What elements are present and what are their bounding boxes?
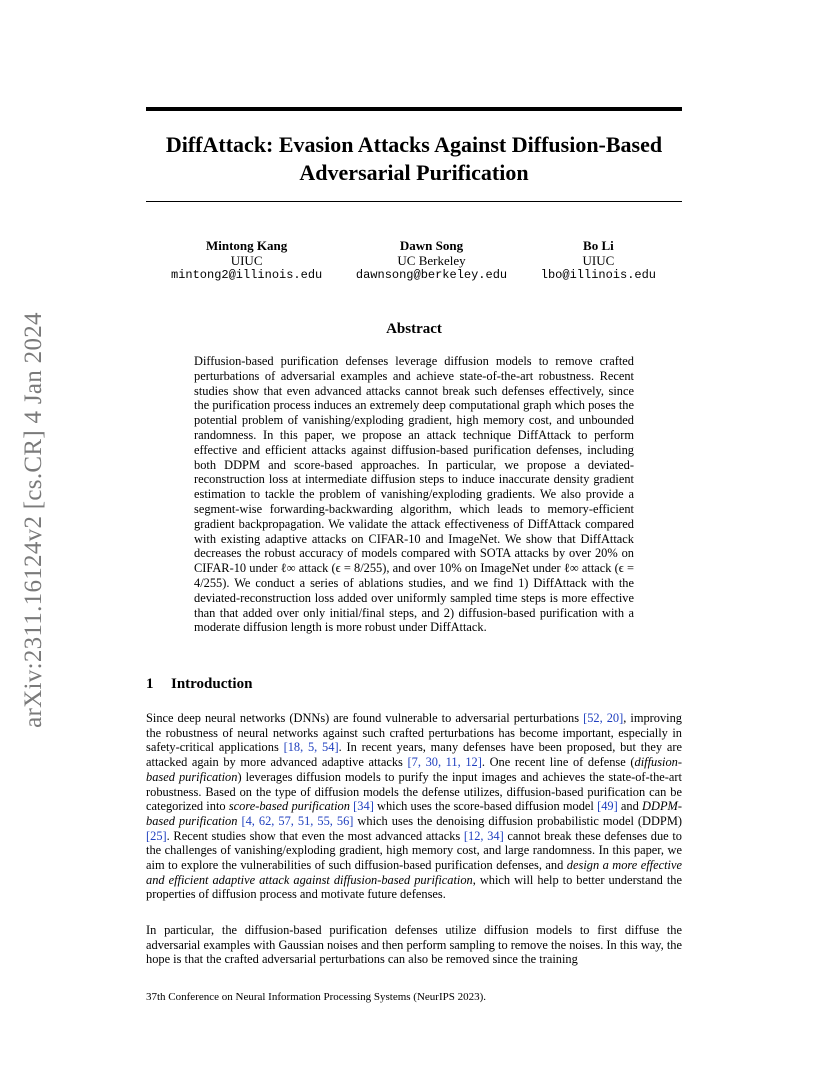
arxiv-id-text: arXiv:2311.16124v2 [cs.CR] 4 Jan 2024 [20,312,48,728]
text-run: which uses the denoising diffusion probabilistic model (DDPM) [353,813,682,828]
section-heading-introduction [146,676,252,693]
citation-link[interactable]: [25] [146,828,167,843]
title-top-rule [146,107,682,111]
section-number: 1 [146,676,154,692]
text-run: . Recent studies show that even the most advanced attacks [166,828,464,843]
author-affiliation: UIUC [230,253,263,268]
author-block [146,238,682,283]
section-title: Introduction [171,676,253,692]
author-name: Dawn Song [399,238,464,253]
intro-paragraph-1 [146,711,682,902]
author-affiliation: UC Berkeley [397,253,466,268]
citation-link[interactable]: [12, 34] [463,828,504,843]
citation-link[interactable]: [34] [353,799,374,814]
author-dawn-song [356,238,507,283]
title-line-1: DiffAttack: Evasion Attacks Against Diffusion-Based [165,132,663,157]
citation-link[interactable]: [52, 20] [583,711,624,725]
paper-title [146,131,682,187]
text-run: , improving the robustness of neural networks against such crafted perturbations has become important, especially in safety-critical applications [146,711,683,755]
emphasis-text: design a more effective and efficient adaptive attack against diffusion-based purification [146,858,682,887]
citation-link[interactable]: [18, 5, 54] [283,740,339,755]
title-bottom-rule [146,201,682,202]
citation-link[interactable]: [7, 30, 11, 12] [407,755,482,770]
text-run: Since deep neural networks (DNNs) are found vulnerable to adversarial perturbations [146,711,584,725]
author-name: Mintong Kang [205,238,288,253]
author-bo-li [541,238,656,283]
emphasis-text: DDPM-based purification [146,799,682,828]
intro-paragraph-2: In particular, the diffusion-based purification defenses utilize diffusion models to first diffuse the adversarial examples with Gaussian noises and then perform sampling to remove the noises. In this way, the hope is that the crafted adversarial perturbations can also be removed since the training [146,923,682,967]
citation-link[interactable]: [49] [597,799,618,814]
citation-link[interactable]: [4, 62, 57, 51, 55, 56] [241,813,354,828]
conference-footnote: 37th Conference on Neural Information Processing Systems (NeurIPS 2023). [146,991,487,1003]
text-run: which uses the score-based diffusion model [373,799,598,814]
abstract-heading: Abstract [386,321,442,337]
author-email[interactable]: mintong2@illinois.edu [171,268,323,282]
text-run: cannot break these defenses due to the challenges of vanishing/exploding gradient, high memory cost, and large randomness. In this paper, we aim to explore the vulnerabilities of such diffusion-based purification defenses, and [146,828,682,873]
text-run: ) leverages diffusion models to purify the input images and achieves the state-of-the-art robustness. Based on the type of diffusion models the defense utilizes, diffusion-based purification can be categorized into [146,769,682,814]
author-affiliation: UIUC [582,253,615,268]
author-email[interactable]: lbo@illinois.edu [540,268,656,282]
emphasis-text: score-based purification [228,799,350,814]
abstract-text: Diffusion-based purification defenses leverage diffusion models to remove crafted perturbations of adversarial examples and achieve state-of-the-art robustness. Recent studies show that even advanced attacks cannot break such defenses effectively, since the purification process induces an extremely deep computational graph which poses the potential problem of vanishing/exploding gradient, high memory cost, and unbounded randomness. In this paper, we propose an attack technique DiffAttack to perform effective and efficient attacks against diffusion-based purification defenses, including both DDPM and score-based approaches. In particular, we propose a deviated-reconstruction loss at intermediate diffusion steps to induce inaccurate density gradient estimation to tackle the problem of vanishing/exploding gradients. We also provide a segment-wise forwarding-backwarding algorithm, which leads to memory-efficient gradient backpropagation. We validate the attack effectiveness of DiffAttack compared with existing adaptive attacks on CIFAR-10 and ImageNet. We show that DiffAttack decreases the robust accuracy of models compared with SOTA attacks by over 20% on CIFAR-10 under ℓ∞ attack (ϵ = 8/255), and over 10% on ImageNet under ℓ∞ attack (ϵ = 4/255). We conduct a series of ablations studies, and we find 1) DiffAttack with the deviated-reconstruction loss added over uniformly sampled time steps is more effective than that added over only initial/final steps, and 2) diffusion-based purification with a moderate diffusion length is more robust under DiffAttack. [194,354,634,635]
text-run: . One recent line of defense ( [481,755,635,770]
author-email[interactable]: dawnsong@berkeley.edu [355,268,508,282]
arxiv-identifier-stamp [14,300,54,740]
text-run: and [617,799,643,814]
text-run: . In recent years, many defenses have been proposed, but they are attacked again by more advanced adaptive attacks [146,740,682,770]
emphasis-text: diffusion-based purification [146,755,682,784]
title-line-2: Adversarial Purification [299,160,529,185]
text-run: , which will help to better understand the properties of diffusion process and motivate future defenses. [146,872,682,902]
author-mintong-kang [171,238,322,283]
author-name: Bo Li [583,238,614,253]
